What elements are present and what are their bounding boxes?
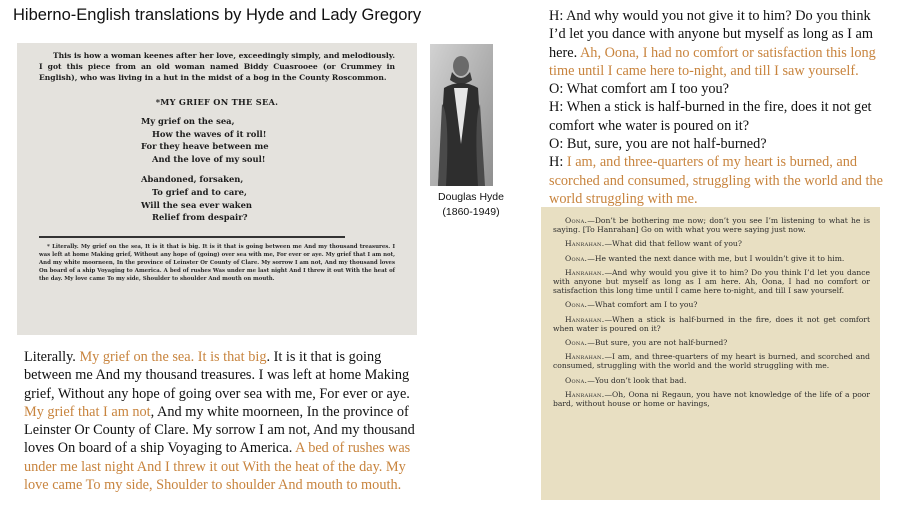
- poem-line: Will the sea ever waken: [141, 199, 253, 210]
- dialogue-segment: O: What comfort am I too you?: [549, 81, 729, 98]
- poem-intro: This is how a woman keenes after her love, exceedingly simply, and melodiously. I got this piece from an old woman named Biddy Cuasrooee (or Crummey in English), who was living in a hut in the midst of a bog in the County Roscommon.: [39, 51, 395, 82]
- literal-segment: Literally.: [24, 349, 80, 365]
- footnote-divider: [39, 236, 345, 238]
- caption-name: Douglas Hyde: [438, 191, 504, 203]
- speech: —And why would you give it to him? Do you think I’d let you dance with anyone but myself as long as I am here. Ah, Oona, I had no comfort or satisfaction this long time until I came here to-night, and till I saw yourself.: [553, 267, 870, 296]
- play-line: [553, 300, 870, 309]
- literal-segment-highlight: A bed of rushes was under me last night And I threw it out With the heat of the day. My love came To my side, Shoulder to shoulder And mouth to mouth.: [24, 440, 411, 494]
- dialogue-line: [549, 153, 885, 208]
- speaker: Oona.: [565, 253, 588, 263]
- poem-line: And the love of my soul!: [152, 153, 266, 164]
- portrait-figure-icon: [430, 44, 493, 186]
- dialogue-segment-highlight: Ah, Oona, I had no comfort or satisfaction this long time until I came here to-night, and till I saw yourself.: [549, 44, 876, 79]
- speech: —Don’t be bothering me now; don’t you see I’m listening to what he is saying. [To Hanrahan] Go on with what you were saying just now.: [553, 216, 870, 235]
- speech: —I am, and three-quarters of my heart is burned, and scorched and consumed, struggling with the world and the world struggling with me.: [553, 352, 870, 371]
- literal-segment: . It is it that is going between me And my thousand treasures. I was left at home Making grief, Without any hope of going over sea with me, For ever or aye.: [24, 349, 410, 402]
- dialogue-segment: O: But, sure, you are not half-burned?: [549, 136, 767, 153]
- poem-stanza-2: [141, 173, 395, 223]
- dialogue-segment-highlight: I am, and three-quarters of my heart is burned, and scorched and consumed, struggling with the world and the world struggling with me.: [549, 154, 883, 207]
- speaker: Oona.: [565, 375, 588, 385]
- poem-line: Relief from despair?: [152, 212, 248, 223]
- literal-segment: , And my white moorneen, In the province of Leinster Or County of Clare. My sorrow I am not, And my thousand loves On board of a ship Voyaging to America.: [24, 403, 415, 457]
- dialogue-line: [549, 98, 885, 135]
- poem-line: To grief and to care,: [152, 186, 247, 197]
- speech: —Oh, Oona ni Regaun, you have not knowledge of the life of a poor bard, without house or home or havings,: [553, 389, 870, 409]
- dialogue-line: [549, 80, 885, 98]
- poem-stanza-1: [141, 115, 395, 165]
- dialogue-segment: H: When a stick is half-burned in the fire, does it not get comfort whe water is poured on it?: [549, 99, 872, 134]
- poem-line: Abandoned, forsaken,: [141, 174, 244, 185]
- speaker: Oona.: [565, 338, 588, 348]
- speech: —He wanted the next dance with me, but I wouldn’t give it to him.: [587, 253, 845, 263]
- speech: —What comfort am I to you?: [587, 300, 698, 310]
- play-line: [553, 338, 870, 347]
- douglas-hyde-portrait: [430, 44, 493, 186]
- poem-footnote: * Literally. My grief on the sea, It is it that is big. It is it that is going between me And my thousand treasures. I was left at home Making grief, Without any hope of (going) over sea with me, For ever or aye. My grief that I am not, And my white moorneen, In the province of Leinster Or County of Clare. My sorrow I am not, And my thousand loves On board of a ship Voyaging to America. A bed of rushes Was under me last night And I threw it out With the heat of the day. My love came To my side, Shoulder to shoulder And mouth on mouth.: [39, 243, 395, 282]
- dialogue-excerpt: [549, 7, 885, 208]
- speaker: Hanrahan.: [565, 389, 605, 399]
- speaker: Hanrahan.: [565, 352, 605, 362]
- speaker: Oona.: [565, 300, 588, 310]
- poem-scan: [17, 43, 417, 335]
- literal-translation: [24, 348, 418, 494]
- play-line: [553, 390, 870, 408]
- dialogue-line: [549, 7, 885, 80]
- speaker: Hanrahan.: [565, 239, 605, 249]
- poem-title: *MY GRIEF ON THE SEA.: [155, 97, 279, 107]
- speech: —When a stick is half-burned in the fire, does it not get comfort when water is poured on it?: [553, 314, 870, 333]
- speech: —But sure, you are not half-burned?: [587, 338, 728, 348]
- play-scan: [541, 207, 880, 500]
- speaker: Hanrahan.: [565, 314, 605, 324]
- dialogue-segment: H: And why would you not give it to him? Do you think I’d let you dance with anyone but myself as long as I am here.: [549, 8, 873, 61]
- poem-line: For they heave between me: [141, 141, 269, 152]
- play-line: [553, 254, 870, 263]
- poem-line: My grief on the sea,: [141, 116, 235, 126]
- speaker: Oona.: [565, 216, 588, 225]
- play-line: [553, 216, 870, 234]
- play-line: [553, 315, 870, 333]
- literal-segment-highlight: My grief on the sea. It is that big: [79, 349, 267, 365]
- play-line: [553, 376, 870, 385]
- dialogue-line: [549, 135, 885, 153]
- dialogue-segment: H:: [549, 154, 567, 171]
- play-line: [553, 239, 870, 248]
- play-line: [553, 268, 870, 296]
- speech: —You don’t look that bad.: [587, 375, 687, 385]
- speaker: Hanrahan.: [565, 267, 605, 277]
- portrait-caption: [428, 190, 514, 220]
- literal-segment-highlight: My grief that I am not: [24, 403, 151, 420]
- poem-line: How the waves of it roll!: [152, 128, 267, 139]
- caption-years: (1860-1949): [442, 206, 500, 218]
- speech: —What did that fellow want of you?: [604, 239, 742, 249]
- play-line: [553, 352, 870, 370]
- slide-title: Hiberno-English translations by Hyde and Lady Gregory: [13, 6, 422, 24]
